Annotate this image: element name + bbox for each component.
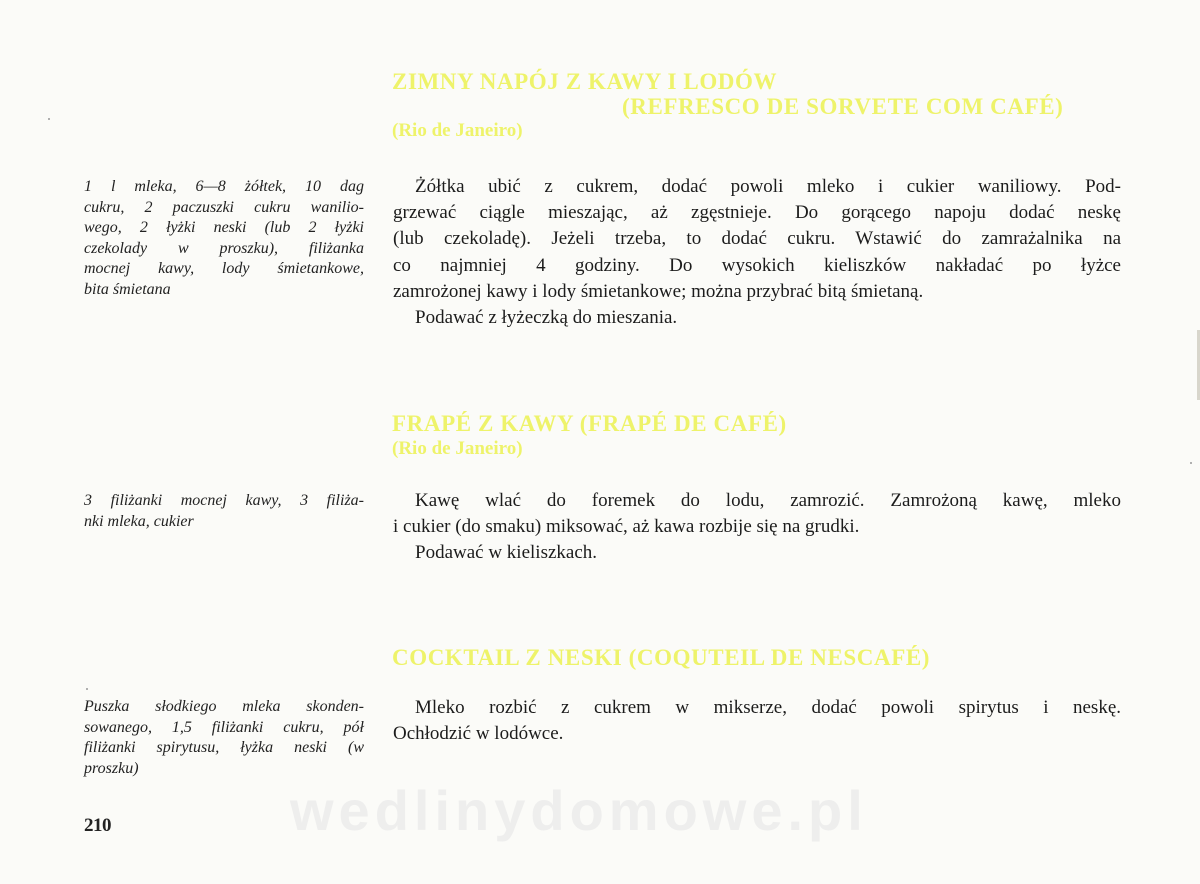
page-number: 210 [84, 815, 111, 836]
ingredients-line: Puszka słodkiego mleka skonden- [84, 698, 364, 715]
ingredients-list [84, 697, 364, 779]
method-line: Mleko rozbić z cukrem w mikserze, dodać powoli spirytus i neskę. [415, 697, 1121, 718]
ingredients-line: mocnej kawy, lody śmietankowe, [84, 260, 364, 277]
method-text [393, 488, 1121, 567]
method-text [393, 174, 1121, 331]
method-line: i cukier (do smaku) miksować, aż kawa rozbije się na grudki. [393, 516, 860, 538]
method-line: zamrożonej kawy i lody śmietankowe; można przybrać bitą śmietaną. [393, 280, 924, 302]
watermark: wedlinydomowe.pl [290, 779, 868, 842]
method-line: Podawać z łyżeczką do mieszania. [415, 307, 678, 329]
ingredients-line: sowanego, 1,5 filiżanki cukru, pół [84, 718, 364, 736]
ingredients-line: proszku) [84, 759, 139, 777]
ingredients-list [84, 177, 364, 300]
recipe-title: FRAPÉ Z KAWY (FRAPÉ DE CAFÉ) [392, 411, 787, 436]
ingredients-line: czekolady w proszku), filiżanka [84, 239, 364, 257]
ingredients-line: cukru, 2 paczuszki cukru wanilio- [84, 198, 364, 216]
method-text [393, 695, 1121, 747]
ingredients-line: 3 filiżanki mocnej kawy, 3 filiża- [84, 492, 364, 509]
method-line: (lub czekoladę). Jeżeli trzeba, to dodać cukru. Wstawić do zamrażalnika na [393, 228, 1121, 250]
recipe-origin: (Rio de Janeiro) [392, 438, 523, 459]
recipe-title-portuguese: (REFRESCO DE SORVETE COM CAFÉ) [622, 94, 1064, 119]
method-line: Ochłodzić w lodówce. [393, 723, 564, 745]
ingredients-line: wego, 2 łyżki neski (lub 2 łyżki [84, 219, 364, 236]
paper-speck [48, 118, 50, 120]
ingredients-list [84, 491, 364, 532]
method-line: Podawać w kieliszkach. [415, 542, 598, 564]
ingredients-line: 1 l mleka, 6—8 żółtek, 10 dag [84, 178, 364, 195]
paper-speck [1190, 462, 1192, 464]
ingredients-line: nki mleka, cukier [84, 512, 194, 530]
paper-speck [86, 688, 88, 690]
recipe-title: COCKTAIL Z NESKI (COQUTEIL DE NESCAFÉ) [392, 645, 931, 670]
method-line: Kawę wlać do foremek do lodu, zamrozić. Zamrożoną kawę, mleko [415, 490, 1121, 511]
recipe-title-polish: ZIMNY NAPÓJ Z KAWY I LODÓW [392, 69, 778, 94]
recipe-origin: (Rio de Janeiro) [392, 120, 523, 141]
ingredients-line: filiżanki spirytusu, łyżka neski (w [84, 739, 364, 756]
method-line: Żółtka ubić z cukrem, dodać powoli mleko i cukier waniliowy. Pod- [415, 176, 1121, 197]
method-line: co najmniej 4 godziny. Do wysokich kieliszków nakładać po łyżce [393, 254, 1121, 276]
ingredients-line: bita śmietana [84, 280, 171, 298]
method-line: grzewać ciągle mieszając, aż zgęstnieje. Do gorącego napoju dodać neskę [393, 202, 1121, 224]
